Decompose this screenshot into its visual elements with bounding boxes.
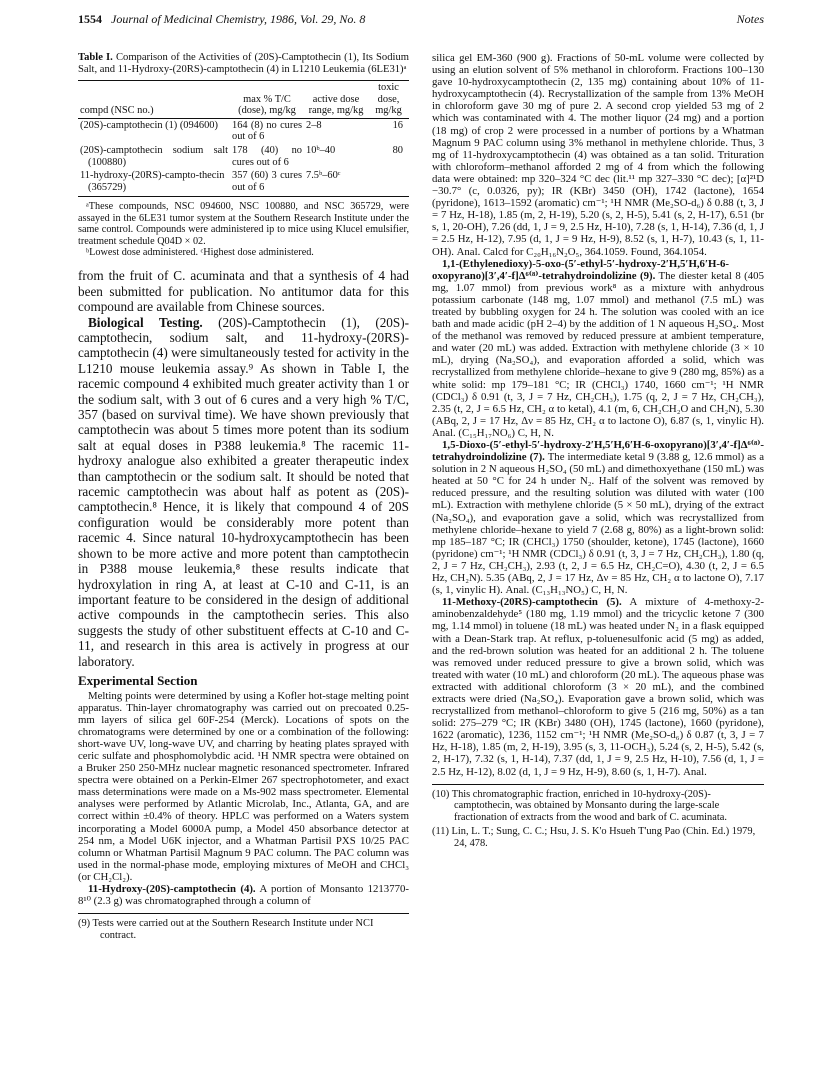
table-caption — [78, 52, 409, 76]
dioxo-text: The intermediate ketal 9 (3.88 g, 12.6 mmol) as a solution in 2 N aqueous H₂SO₄ (50 mL) and dimethoxyethane (150 mL) was heated at 50 °C for 24 h under N₂. Half of the solvent was removed by reduced pressure, and the resulting solution was diluted with water (100 mL). Extraction with methylene chloride (5 × 50 mL), drying of the extract (Na₂SO₄), and evaporation gave a solid, which was recrystallized from methylene chloride–hexane to yield 7 (2.68 g, 80%) as a light-brown solid: mp 185–187 °C; IR (CHCl₃) 1750 (shoulder, ketone), 1745 (lactone), 1660 (pyridone) cm⁻¹; ¹H NMR (CDCl₃) δ 0.91 (t, 3, J = 7 Hz, CH₂CH₃), 1.80 (q, 2, J = 7 Hz, CH₂CH₃), 2.93 (t, 2, J = 6.5 Hz, CH₂C=O), 4.30 (t, 2, J = 6.5 Hz, CH₂N). 5.35 (ABq, 2, J = 17 Hz, Δν = 85 Hz, CH₂ α to lactone O), 7.17 (s, 1, vinylic H). Anal. (C₁₃H₁₃NO₅) C, H, N. — [432, 451, 764, 597]
intro-paragraph: from the fruit of C. acuminata and that a synthesis of 4 had been submitted for publication. No antitumor data for this compound are available from Chinese sources. — [78, 268, 409, 315]
dioxo-heading: 1,5-Dioxo-(5′-ethyl-5′-hydroxy-2′H,5′H,6′H-6-oxopyrano)[3′,4′-f]Δ⁶⁽⁸⁾-tetrahydroindolizine (7). — [432, 439, 765, 464]
cell-range: 10ᵇ–40 — [306, 144, 336, 156]
ketal-paragraph — [432, 258, 764, 439]
ketal-text: The diester ketal 8 (405 mg, 1.07 mmol) from previous work⁸ as a mixture with anhydrous potassium carbonate (148 mg, 1.07 mmol) and methanol (7.5 mL) was treated by bubbling oxygen for 24 h. The solution was cooled with an ice bath and made acidic (pH 2–4) by the addition of 1 N aqueous H₂SO₄. Most of the methanol was removed by reduced pressure at ambient temperature, and water (20 mL) was added. Extraction with methylene chloride (3 × 10 mL), drying (Na₂SO₄), and evaporation afforded a solid, which was recrystallized from methylene chloride–hexane to give 9 (280 mg, 85%) as a white solid: mp 179–181 °C; IR (CHCl₃) 1740, 1660 cm⁻¹; ¹H NMR (CDCl₃) δ 0.91 (t, 3, J = 7 Hz, CH₂CH₃), 1.75 (q, 2, J = 7 Hz, CH₂CH₃), 2.35 (t, 2, J = 6.5 Hz, CH₂ α to ketal), 4.1 (m, 6, CH₂CH₂O and CH₂N), 5.30 (ABq, 2, J = 17 Hz, Δν = 85 Hz, CH₂ α to lactone O), 6.87 (s, 1, vinylic H). Anal. (C₁₅H₁₇NO₆) C, H, N. — [432, 269, 764, 439]
left-column — [78, 52, 409, 944]
activity-table — [78, 80, 409, 197]
hydroxy-paragraph — [78, 883, 409, 907]
table-row — [78, 144, 409, 169]
continued-paragraph: silica gel EM-360 (900 g). Fractions of 50-mL volume were collected by using an elution solvent of 5% methanol in chloroform. Fractions 100–130 gave 10-hydroxycamptothecin (2, 135 mg) containing about 10% of 11-hydroxycamptothecin (4). Recrystallization of the sample from 13% MeOH in chloroform gave 30 mg of pure 2. A second crop yielded 53 mg of 2 which was contaminated with 4. The mother liquor (24 mg) and a portion (18 mg) of crop 2 were processed in a number of portions by a Whatman Magnum 9 PAC column using 3% methanol in methylene chloride. Thus, 3 mg of 11-hydroxycamptothecin (4) was obtained as a tan solid. Trituration with chloroform–methanol afforded 2 mg of 4 from which the following data were obtained: mp 320–324 °C dec (lit.¹¹ mp 327–330 °C dec); [α]²¹D −30.7° (c, 0.0326, py); IR (KBr) 3450 (OH), 1742 (lactone), 1654 (pyridone), 1613–1592 (aromatic) cm⁻¹; ¹H NMR (Me₂SO-d₆) δ 0.88 (t, 3, J = 7 Hz, H-18), 1.85 (m, 2, H-19), 5.20 (s, 2, H-5), 5.41 (s, 2, H-17), 6.51 (br s, 1, 20-OH), 7.26 (dd, 1, J = 9, 2.5 Hz, H-10), 7.28 (s, 1, H-14), 7.36 (d, 1, J = 2.5 Hz, H-12), 7.95 (d, 1, J = 9 Hz, H-9), 8.52 (s, 1, H-7), 10.43 (s, 1, 11-OH). Anal. Calcd for C₂₀H₁₆N₂O₅, 364.1059. Found, 364.1054. — [432, 52, 764, 258]
right-column — [432, 52, 764, 852]
ketal-heading: 1,1-(Ethylenedioxy)-5-oxo-(5′-ethyl-5′-hydroxy-2′H,5′H,6′H-6-oxopyrano)[3′,4′-f]Δ⁶⁽⁸⁾-tetrahydroindolizine (9). — [432, 257, 729, 282]
cell-toxic — [368, 169, 409, 197]
methoxy-text: A mixture of 4-methoxy-2-aminobenzaldehyde⁵ (180 mg, 1.19 mmol) and the tricyclic ketone 7 (300 mg, 1.14 mmol) in toluene (18 mL) was heated under N₂ in a flask equipped with a Dean-Stark trap. At reflux, p-toluenesulfonic acid (5 mg) as added, and the red-brown solution was heated for an additional 2 h. The toluene was removed under reduced pressure to give a brown solid, which was treated with water (10 mL) and chloroform (20 mL). The aqueous phase was extracted with additional chloroform (3 × 20 mL), and the combined extracts were dried (Na₂SO₄). Evaporation gave a brown solid, which was recrystallized from methanol–chloroform to give 5 (216 mg, 50%) as a tan solid: 275–279 °C; IR (KBr) 3480 (OH), 1745 (lactone), 1660 (pyridone), 1622 (aromatic), 1236, 1152 cm⁻¹; ¹H NMR (Me₂SO-d₆) δ 0.87 (t, 3, J = 7 Hz, H-18), 1.85 (m, 2, H-19), 3.95 (s, 3, 11-OCH₃), 5.24 (s, 2, H-5), 5.42 (s, 2, H-17), 7.32 (s, 1, H-14), 7.37 (dd, 1, J = 9, 2.5 Hz, H-10), 7.56 (d, 1, J = 2.5 Hz, H-12), 8.02 (d, 1, J = 9 Hz, H-9), 8.60 (s, 1, H-7). Anal. — [432, 596, 765, 778]
footnote-divider — [432, 784, 764, 785]
experimental-heading: Experimental Section — [78, 672, 198, 688]
table-caption-label: Table I. — [78, 52, 113, 63]
footnote-9: (9) Tests were carried out at the Southern Research Institute under NCI contract. — [78, 918, 374, 942]
cell-max: 178 (40) no cures out of 6 — [232, 144, 302, 168]
section-label: Notes — [736, 12, 764, 26]
methoxy-heading: 11-Methoxy-(20RS)-camptothecin (5). — [442, 596, 622, 609]
journal-citation: Journal of Medicinal Chemistry, 1986, Vol. 29, No. 8 — [111, 12, 366, 26]
biological-testing-text: (20S)-Camptothecin (1), (20S)-camptothecin, sodium salt, and 11-hydroxy-(20RS)-camptothecin (4) were simultaneously tested for activity in the L1210 mouse leukemia assay.⁹ As shown in Table I, the racemic compound 4 exhibited much greater activity than 1 or the sodium salt, with 3 out of 6 cures and a very high % T/C, 357 (based on survival time). We have shown previously that camptothecin was about 5 times more potent than its sodium salt at equal doses in P388 leukemia.⁸ The racemic 11-hydroxy analogue also exhibited a greater therapeutic index than camptothecin or the sodium salt. It should be noted that racemic camptothecin was about half as potent as (20S)-camptothecin.⁸ Hence, it is likely that compound 4 of 20S configuration would be considerably more potent than racemic 4. Since natural 10-hydroxycamptothecin has been shown to be more active and more potent than camptothecin in P388 mouse leukemia,⁸ these results indicate that hydroxylation in ring A, at least at C-10 and C-11, is an important feature to be considered in the design of additional active compounds in the camptothecin series. This also suggests the study of other substituent effects at C-10 and C-11, and research in this area is actively in progress at our laboratory. — [78, 314, 410, 669]
cell-max: 164 (8) no cures out of 6 — [232, 119, 302, 143]
header-range: active dose range, mg/kg — [304, 81, 368, 119]
dioxo-paragraph — [432, 439, 764, 596]
footnote-divider — [78, 913, 409, 914]
table-row — [78, 118, 409, 144]
cell-range: 2–8 — [306, 119, 322, 131]
hydroxy-text: A portion of Monsanto 1213770-8¹⁰ (2.3 g) was chromatographed through a column of — [78, 883, 409, 908]
footnote-10: (10) This chromatographic fraction, enriched in 10-hydroxy-(20S)-camptothecin, was obtained by Monsanto during the large-scale fractionation of extracts from the wood and bark of C. acuminata. — [432, 788, 727, 824]
cell-toxic: 80 — [392, 144, 403, 156]
cell-compd: (20S)-camptothecin sodium salt (100880) — [80, 144, 228, 168]
running-header — [78, 12, 764, 32]
cell-range: 7.5ᵇ–60ᶜ — [304, 169, 368, 197]
methoxy-paragraph — [432, 596, 764, 777]
cell-compd: 11-hydroxy-(20RS)-campto-thecin (365729) — [78, 169, 230, 197]
header-compd: compd (NSC no.) — [78, 81, 230, 119]
cell-max: 357 (60) 3 cures out of 6 — [230, 169, 304, 197]
table-note-bc: ᵇLowest dose administered. ᶜHighest dose administered. — [86, 246, 314, 258]
cell-toxic: 16 — [392, 119, 403, 131]
page-number: 1554 — [78, 12, 102, 26]
table-note-a: ᵃThese compounds, NSC 094600, NSC 100880, and NSC 365729, were assayed in the 6LE31 tumor system at the Southern Research Institute under the same control. Compounds were administered ip to mice using Klucel emulsifier, treatment schedule Q04D × 02. — [78, 201, 409, 247]
experimental-paragraph: Melting points were determined by using a Kofler hot-stage melting point apparatus. Thin-layer chromatography was carried out on precoated 0.25-mm layers of silica gel 60F-254 (Merck). Locations of spots on the chromatograms were determined by one or a combination of the following: short-wave UV, long-wave UV, and charring by heating plates sprayed with ceric sulfate and phosphomolybdic acid. ¹H NMR spectra were obtained on a Bruker 250 250-MHz nuclear magnetic resonanced spectrometer. Infrared spectra were obtained on a Perkin-Elmer 267 spectrophotometer, and exact mass determinations were made on a Ms-902 mass spectrometer. Elemental analyses were performed by Atlantic Microlab, Inc., Atlanta, GA, and are correct within ±0.4% of theory. HPLC was performed on a Waters system incorporating a Model 6000A pump, a Model 450 absorbance detector at 254 nm, a Model U6K injector, and a Whatman Partisil PXS 10/25 PAC column or Whatman Partisil Magnum 9 PAC column. The PAC column was used in the normal-phase mode, employing mixtures of MeOH and CHCl₃ (or CH₂Cl₂). — [78, 689, 409, 883]
table-row — [78, 169, 409, 197]
footnote-11: (11) Lin, L. T.; Sung, C. C.; Hsu, J. S. K'o Hsueh T'ung Pao (Chin. Ed.) 1979, 24, 478. — [432, 826, 756, 849]
table-header-row — [78, 81, 409, 119]
biological-testing-heading: Biological Testing. — [88, 314, 203, 330]
header-toxic: toxic dose, mg/kg — [368, 81, 409, 119]
cell-compd: (20S)-camptothecin (1) (094600) — [80, 119, 218, 131]
hydroxy-heading: 11-Hydroxy-(20S)-camptothecin (4). — [88, 883, 256, 896]
header-max: max % T/C (dose), mg/kg — [230, 81, 304, 119]
table-caption-text: Comparison of the Activities of (20S)-Camptothecin (1), Its Sodium Salt, and 11-Hydroxy-(20RS)-camptothecin (4) in L1210 Leukemia (6LE31)ᵃ — [78, 52, 409, 75]
table-footnotes — [78, 201, 409, 258]
biological-testing-paragraph — [78, 315, 409, 669]
